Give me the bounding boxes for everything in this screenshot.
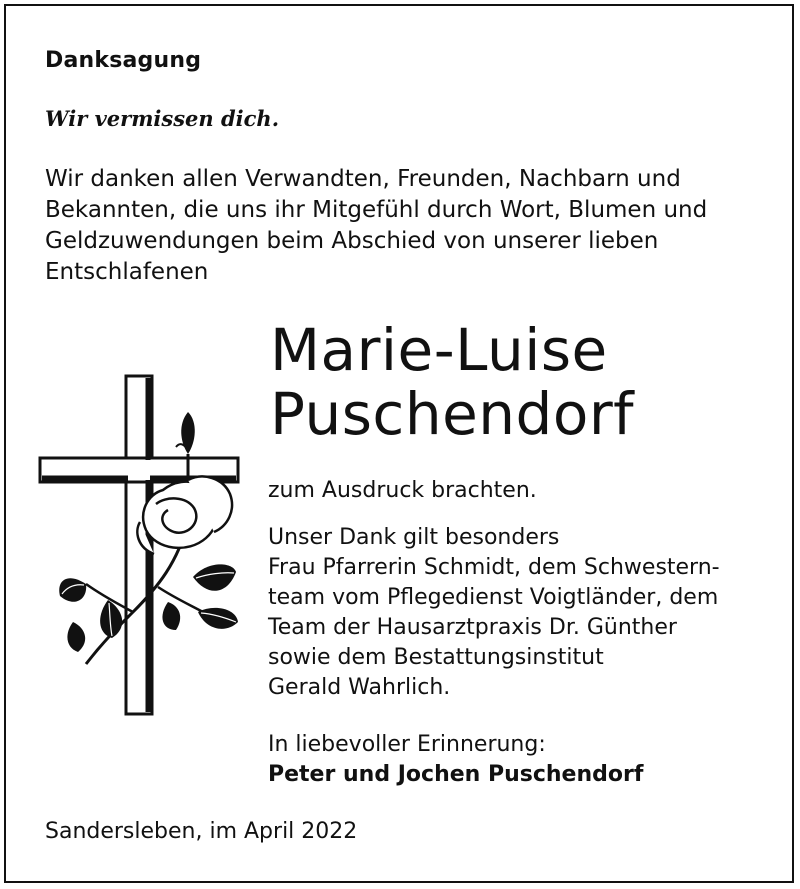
expression-line [268, 476, 537, 506]
deceased-first-name: Marie-Luise [270, 316, 608, 384]
intro-line: Entschlafenen [45, 259, 209, 285]
thanks-line: team vom Pflegedienst Voigtländer, dem [268, 585, 719, 610]
notice-motto: Wir vermissen dich. [45, 106, 280, 131]
thanks-line: Gerald Wahrlich. [268, 675, 451, 700]
remembrance-block [268, 730, 643, 790]
notice-heading: Danksagung [45, 48, 202, 73]
cross-with-rose-icon [38, 372, 248, 726]
expression-text: zum Ausdruck brachten. [268, 478, 537, 503]
deceased-name [270, 318, 634, 446]
thanks-paragraph [268, 523, 720, 703]
intro-line: Bekannten, die uns ihr Mitgefühl durch Wort, Blumen und [45, 197, 708, 223]
intro-line: Geldzuwendungen beim Abschied von unserer lieben [45, 228, 659, 254]
thanks-line: Team der Hausarztpraxis Dr. Günther [268, 615, 677, 640]
intro-line: Wir danken allen Verwandten, Freunden, Nachbarn und [45, 166, 681, 192]
place-date: Sandersleben, im April 2022 [45, 819, 358, 844]
remembrance-text: In liebevoller Erinnerung: [268, 732, 546, 757]
signers-names: Peter und Jochen Puschendorf [268, 762, 644, 787]
thanks-line: Unser Dank gilt besonders [268, 525, 560, 550]
intro-paragraph [45, 164, 785, 288]
deceased-last-name: Puschendorf [270, 380, 635, 448]
thanks-line: sowie dem Bestattungsinstitut [268, 645, 604, 670]
thanks-line: Frau Pfarrerin Schmidt, dem Schwestern- [268, 555, 720, 580]
